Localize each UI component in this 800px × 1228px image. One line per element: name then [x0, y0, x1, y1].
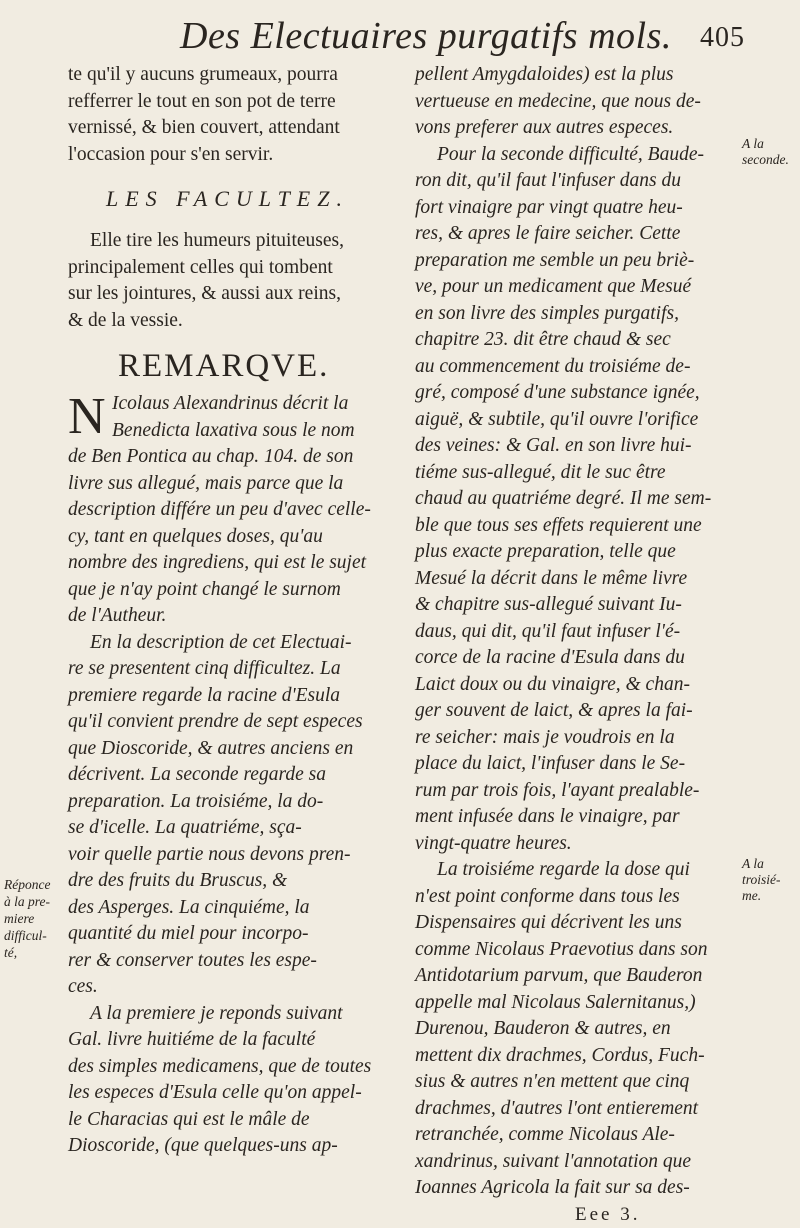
text-line: La troisiéme regarde la dose qui	[437, 859, 690, 880]
text-line: au commencement du troisiéme de-	[415, 355, 691, 377]
text-line: de Ben Pontica au chap. 104. de son	[68, 446, 354, 467]
text-line: des simples medicamens, que de toutes	[68, 1055, 372, 1077]
text-line: tiéme sus-allegué, dit le suc être	[415, 461, 666, 483]
margin-note-second: A la seconde.	[742, 136, 789, 167]
text-line: Benedicta laxativa sous le nom	[112, 419, 355, 441]
text-line: preparation me semble un peu briè-	[415, 249, 695, 271]
text-line: appelle mal Nicolaus Salernitanus,)	[415, 991, 696, 1013]
text-line: fort vinaigre par vingt quatre heu-	[415, 196, 683, 218]
text-line: ger souvent de laict, & apres la fai-	[415, 700, 693, 721]
text-line: vons preferer aux autres especes.	[415, 117, 674, 138]
text-line: plus exacte preparation, telle que	[415, 541, 676, 562]
text-line: En la description de cet Electuai-	[90, 631, 352, 653]
text-line: & chapitre sus-allegué suivant Iu-	[415, 594, 682, 615]
text-line: nombre des ingrediens, qui est le sujet	[68, 552, 367, 573]
text-line: vingt-quatre heures.	[415, 832, 572, 854]
text-line: description différe un peu d'avec celle-	[68, 499, 371, 520]
text-line: qu'il convient prendre de sept especes	[68, 711, 363, 732]
text-line: chapitre 23. dit être chaud & sec	[415, 329, 671, 350]
text-line: Laict doux ou du vinaigre, & chan-	[415, 673, 690, 695]
text-line: mettent dix drachmes, Cordus, Fuch-	[415, 1044, 705, 1066]
text-line: rer & conserver toutes les espe-	[68, 949, 317, 971]
text-line: ve, pour un medicament que Mesué	[415, 276, 692, 297]
drop-cap: N	[68, 388, 106, 445]
text-line: que Dioscoride, & autres anciens en	[68, 737, 354, 759]
text-line: daus, qui dit, qu'il faut infuser l'é-	[415, 620, 681, 642]
text-line: ble que tous ses effets requierent une	[415, 514, 702, 536]
text-line: décrivent. La seconde regarde sa	[68, 764, 326, 785]
text-line: Dioscoride, (que quelques-uns ap-	[68, 1135, 338, 1156]
text-line: re seicher: mais je voudrois en la	[415, 726, 675, 748]
text-line: aiguë, & subtile, qu'il ouvre l'orifice	[415, 408, 699, 430]
text-line: cy, tant en quelques doses, qu'au	[68, 525, 323, 547]
section-heading-facultez: LES FACULTEZ.	[106, 186, 349, 211]
text-line: comme Nicolaus Praevotius dans son	[415, 938, 708, 960]
section-heading-remarque: REMARQVE.	[118, 348, 330, 384]
text-line: dre des fruits du Bruscus, &	[68, 870, 288, 891]
text-line: chaud au quatriéme degré. Il me sem-	[415, 488, 712, 509]
page-number: 405	[700, 22, 745, 53]
text-line: en son livre des simples purgatifs,	[415, 302, 679, 324]
text-line: vernissé, & bien couvert, attendant	[68, 117, 340, 138]
text-line: se d'icelle. La quatriéme, sça-	[68, 817, 302, 838]
left-column	[68, 62, 398, 1160]
text-line: Dispensaires qui décrivent les uns	[415, 912, 682, 933]
text-line: xandrinus, suivant l'annotation que	[415, 1150, 692, 1172]
text-line: Mesué la décrit dans le même livre	[415, 567, 688, 589]
text-line: Durenou, Bauderon & autres, en	[415, 1018, 671, 1039]
margin-note-third: A la troisié- me.	[742, 856, 781, 903]
text-line: les especes d'Esula celle qu'on appel-	[68, 1082, 362, 1103]
text-line: A la premiere je reponds suivant	[90, 1002, 343, 1024]
text-line: Antidotarium parvum, que Bauderon	[415, 965, 703, 986]
text-line: voir quelle partie nous devons pren-	[68, 843, 351, 865]
text-line: res, & apres le faire seicher. Cette	[415, 223, 681, 244]
margin-note-first-difficulty: Réponce à la pre- miere difficul- té,	[4, 877, 51, 960]
text-line: N Icolaus Alexandrinus décrit la	[68, 388, 349, 445]
text-line: pellent Amygdaloides) est la plus	[415, 64, 674, 85]
text-line: que je n'ay point changé le surnom	[68, 578, 341, 600]
text-line: refferrer le tout en son pot de terre	[68, 90, 336, 112]
page-title: Des Electuaires purgatifs mols.	[180, 15, 672, 57]
text-line: premiere regarde la racine d'Esula	[68, 684, 341, 706]
text-line: Pour la seconde difficulté, Baude-	[437, 143, 704, 165]
text-line: ment infusée dans le vinaigre, par	[415, 806, 680, 827]
text-line: sur les jointures, & aussi aux reins,	[68, 283, 341, 304]
text-line: ces.	[68, 976, 98, 997]
signature-mark: Eee 3.	[575, 1203, 641, 1225]
text-line: re se presentent cinq difficultez. La	[68, 658, 341, 679]
text-line: n'est point conforme dans tous les	[415, 885, 680, 907]
text-line: Gal. livre huitiéme de la faculté	[68, 1029, 316, 1050]
text-line: preparation. La troisiéme, la do-	[68, 790, 324, 812]
text-line: retranchée, comme Nicolaus Ale-	[415, 1124, 675, 1145]
text-line: Elle tire les humeurs pituiteuses,	[90, 230, 344, 251]
text-line: livre sus allegué, mais parce que la	[68, 472, 344, 494]
text-line: & de la vessie.	[68, 309, 183, 331]
text-line: quantité du miel pour incorpo-	[68, 923, 309, 944]
text-line: Ioannes Agricola la fait sur sa des-	[415, 1177, 690, 1198]
text-line: drachmes, d'autres l'ont entierement	[415, 1097, 699, 1119]
text-line: de l'Autheur.	[68, 605, 167, 626]
text-line: le Characias qui est le mâle de	[68, 1108, 310, 1130]
text-line: corce de la racine d'Esula dans du	[415, 647, 685, 668]
text-line: ron dit, qu'il faut l'infuser dans du	[415, 170, 682, 191]
text-line: rum par trois fois, l'ayant prealable-	[415, 779, 700, 801]
text-line: gré, composé d'une substance ignée,	[415, 382, 700, 403]
text-line: des Asperges. La cinquiéme, la	[68, 896, 310, 918]
right-column	[415, 62, 735, 1228]
text-line: principalement celles qui tombent	[68, 256, 333, 278]
text-line: vertueuse en medecine, que nous de-	[415, 90, 701, 112]
text-line: te qu'il y aucuns grumeaux, pourra	[68, 64, 338, 85]
text-line: place du laict, l'infuser dans le Se-	[415, 753, 686, 774]
text-line: l'occasion pour s'en servir.	[68, 143, 274, 165]
text-line: sius & autres n'en mettent que cinq	[415, 1071, 690, 1092]
text-line: des veines: & Gal. en son livre hui-	[415, 435, 692, 456]
